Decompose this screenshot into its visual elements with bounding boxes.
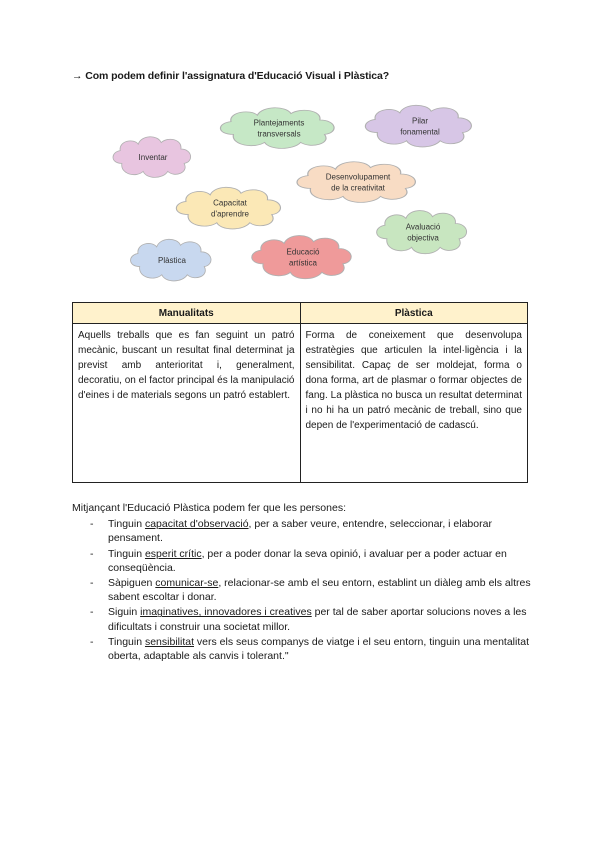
cloud-plastica [131, 239, 211, 281]
list-item [72, 547, 532, 575]
cloud-shape [176, 187, 280, 229]
item-text: , relacionar-se amb el seu entorn, establint un diàleg amb els altres sabent escoltar i donar. [108, 577, 531, 604]
header-plastica: Plàstica [300, 303, 528, 324]
cloud-pilar [365, 105, 471, 147]
dash-marker: - [90, 577, 94, 590]
cloud-label: de la creativitat [331, 183, 385, 193]
dash-marker: - [90, 635, 94, 648]
dash-marker: - [90, 518, 94, 531]
list-item [72, 605, 532, 633]
cloud-shape [252, 236, 351, 279]
cloud-label: Desenvolupament [325, 172, 391, 182]
item-text: Siguin [108, 606, 141, 619]
objectives-intro: Mitjançant l'Educació Plàstica podem fer que les persones: [72, 502, 346, 514]
item-text: per tal de saber aportar solucions noves a les dificultats i construir una societat millor. [108, 606, 527, 633]
cloud-label: artística [288, 258, 318, 268]
cloud-label: transversals [257, 129, 301, 139]
dash-marker: - [90, 547, 94, 560]
cloud-valoracio [377, 211, 467, 254]
list-item [72, 576, 532, 604]
cloud-label: Pilar [411, 116, 429, 126]
page-heading: → Com podem definir l'assignatura d'Educació Visual i Plàstica? [72, 70, 390, 82]
item-key-term: imaginatives, innovadores i creatives [140, 606, 312, 619]
cloud-label: d'aprendre [211, 209, 249, 219]
cloud-label: Plantejaments [253, 118, 305, 128]
objectives-section [72, 501, 532, 664]
item-key-term: esperit crític [144, 547, 202, 560]
header-manualitats: Manualitats [73, 303, 301, 324]
item-text: Tinguin [108, 635, 145, 648]
item-text: , per a poder donar la seva opinió, i avaluar per a poder actuar en conseqüència. [108, 547, 507, 574]
cloud-capacitat [176, 187, 280, 229]
cloud-label: Educació [286, 247, 320, 257]
dash-marker: - [90, 606, 94, 619]
item-text: Tinguin [108, 547, 145, 560]
item-text: , per a saber veure, entendre, seleccionar, i elaborar pensament. [108, 518, 492, 545]
cloud-label: objectiva [407, 233, 439, 243]
item-key-term: comunicar-se [155, 577, 219, 590]
cloud-plantejaments [220, 108, 334, 149]
item-text: Tinguin [108, 518, 145, 531]
cloud-educacio [252, 236, 351, 279]
cloud-shape [365, 105, 471, 147]
cloud-label: Inventar [138, 153, 168, 162]
objectives-list [72, 517, 532, 663]
item-key-term: sensibilitat [144, 635, 194, 648]
list-item [72, 517, 532, 545]
cell-plastica: Forma de coneixement que desenvolupa estratègies que articulen la intel·ligència i la sensibilitat. Capaç de ser moldejat, forma o dona forma, art de plasmar o formar objectes de fang. La plàstica no busca un resultat determinat i no hi ha un patró mecànic de treball, sino que depen de l'experimentació de cadascú. [300, 324, 528, 483]
item-key-term: capacitat d'observació [144, 518, 249, 531]
cloud-label: Plàstica [157, 256, 187, 265]
concept-clouds [0, 0, 600, 300]
cloud-label: Capacitat [213, 198, 247, 208]
comparison-table [72, 302, 528, 483]
cloud-desenvolupament [297, 162, 415, 203]
item-text: Sàpiguen [108, 577, 156, 590]
cloud-label: Avaluació [405, 222, 441, 232]
cell-manualitats: Aquells treballs que es fan seguint un patró mecànic, buscant un resultat final determinat ja previst amb anterioritat i, generalment, decoratiu, on el factor principal és la manipulació d'eines i de materials segons un patró establert. [73, 324, 301, 483]
cloud-label: fonamental [400, 127, 440, 137]
cloud-shape [220, 108, 334, 149]
item-text: vers els seus companys de viatge i el seu entorn, tinguin una mentalitat oberta, adaptable als canvis i tolerant." [108, 635, 530, 663]
cloud-inventar [113, 137, 191, 178]
cloud-shape [297, 162, 415, 203]
list-item [72, 635, 532, 663]
cloud-shape [377, 211, 467, 254]
